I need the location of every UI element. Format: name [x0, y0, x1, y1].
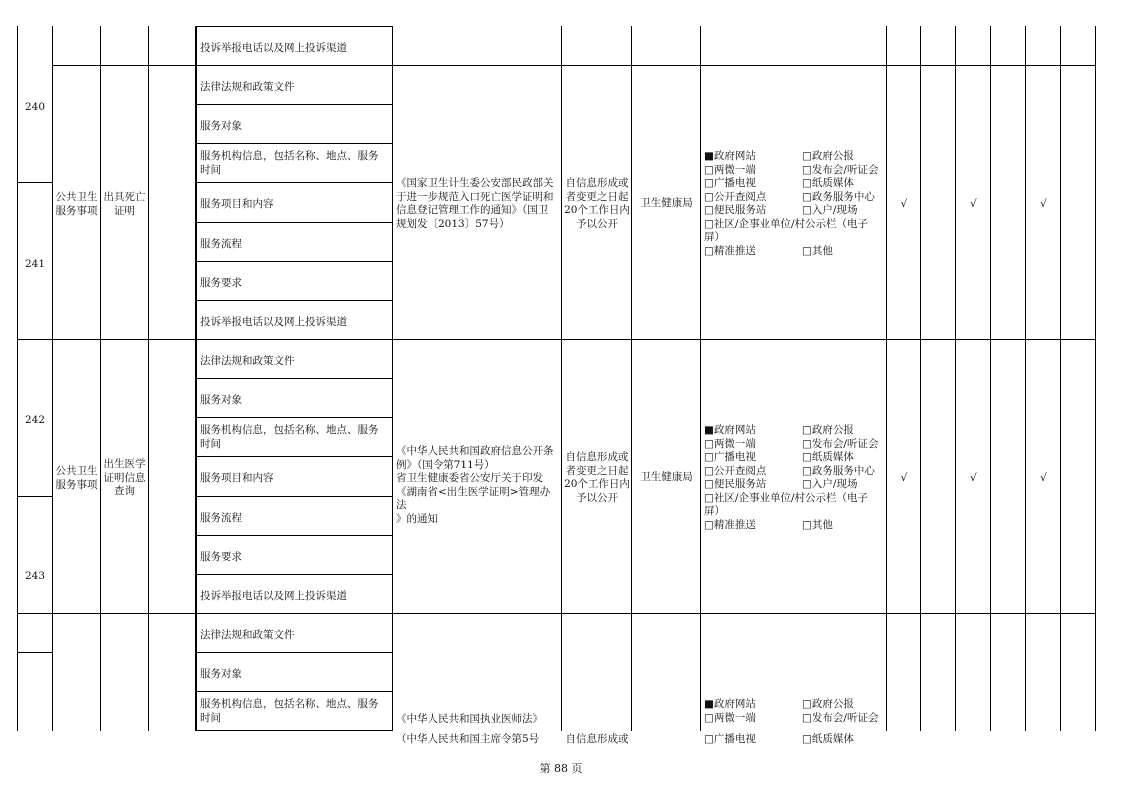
grid-line: [17, 613, 1096, 614]
channels-cell: [704, 150, 884, 258]
grid-line: [195, 222, 393, 223]
check-mark: √: [970, 198, 977, 210]
timeline-line: 自信息形成或: [565, 733, 629, 745]
channel-row: [704, 712, 884, 726]
check-mark: √: [1040, 198, 1047, 210]
basis-line: 《国家卫生计生委公安部民政部关: [396, 177, 554, 189]
agency-cell: 卫生健康局: [640, 197, 693, 209]
item-name-line: 出生医学: [103, 458, 146, 470]
basis-line: 信息登记管理工作的通知》（国卫: [396, 204, 549, 216]
channel-row: [704, 177, 884, 191]
channel-option: □广播电视: [704, 177, 756, 189]
channel-row: [704, 733, 884, 747]
channel-option: □发布会/听证会: [802, 437, 879, 450]
grid-line: [195, 417, 393, 418]
basis-cell: [396, 177, 554, 231]
check-mark: √: [900, 198, 908, 210]
channel-row: [704, 519, 884, 533]
check-mark: √: [900, 472, 908, 484]
channel-row: [704, 424, 884, 438]
check-mark: √: [970, 472, 977, 484]
timeline-line: 予以公开: [576, 491, 618, 504]
grid-line: [1095, 26, 1096, 731]
content-item-requirement: 服务要求: [200, 551, 242, 563]
content-item-line: 时间: [200, 711, 221, 724]
content-item-line: 时间: [200, 163, 221, 176]
channel-option: ■政府网站: [704, 150, 756, 162]
content-item-complaint: 投诉举报电话以及网上投诉渠道: [200, 316, 347, 328]
category-line: 服务事项: [55, 478, 98, 491]
grid-line: [700, 26, 701, 731]
basis-line: 《中华人民共和国执业医师法》: [396, 713, 543, 725]
grid-line: [631, 26, 632, 731]
content-item-law: 法律法规和政策文件: [200, 81, 295, 93]
grid-line: [17, 339, 1096, 340]
channel-row: [704, 150, 884, 164]
channel-option: ■政府网站: [704, 698, 756, 710]
channel-row: [704, 478, 884, 492]
channel-option: □公开查阅点: [704, 464, 767, 477]
item-name-cell: [101, 458, 148, 499]
basis-line: 于进一步规范入口死亡医学证明和: [396, 190, 554, 203]
basis-line: 《中华人民共和国政府信息公开条: [396, 445, 554, 457]
content-item-target: 服务对象: [200, 120, 242, 132]
grid-line: [195, 652, 393, 653]
category-line: 服务事项: [55, 204, 98, 217]
grid-line: [195, 574, 393, 575]
grid-line: [148, 26, 149, 731]
channel-option: □发布会/听证会: [802, 711, 879, 724]
content-item-target: 服务对象: [200, 668, 242, 680]
content-item-line: 服务机构信息，包括名称、地点、服务: [200, 698, 379, 710]
channel-option: □社区/企事业单位/村公示栏（电子: [704, 217, 868, 230]
channel-option: ■政府网站: [704, 424, 756, 436]
channel-row: [704, 451, 884, 465]
grid-line: [100, 26, 101, 731]
basis-line: 法: [396, 499, 407, 511]
timeline-cell: [562, 451, 632, 505]
grid-line: [195, 691, 393, 692]
channels-cell: [704, 698, 884, 725]
content-item-requirement: 服务要求: [200, 277, 242, 289]
channel-option: □广播电视: [704, 451, 756, 463]
content-item-complaint: 投诉举报电话以及网上投诉渠道: [200, 590, 347, 602]
timeline-line: 20个工作日内: [564, 204, 630, 216]
grid-line: [195, 378, 393, 379]
channel-option: □纸质媒体: [802, 451, 854, 463]
grid-line: [1060, 26, 1061, 731]
item-name-line: 查询: [114, 485, 135, 497]
category-cell: [53, 465, 100, 492]
category-cell: [53, 191, 100, 218]
grid-line: [195, 496, 393, 497]
item-name-cell: [101, 191, 148, 218]
content-item-project: 服务项目和内容: [200, 472, 274, 484]
grid-line: [561, 26, 562, 731]
basis-cell: [396, 445, 554, 526]
channels-cell: [704, 424, 884, 532]
timeline-line: 20个工作日内: [564, 478, 630, 490]
timeline-line: 者变更之日起: [565, 464, 629, 477]
grid-line: [195, 456, 393, 457]
category-line: 公共卫生: [55, 465, 98, 477]
content-item-law: 法律法规和政策文件: [200, 629, 295, 641]
content-item-process: 服务流程: [200, 238, 242, 250]
content-item-law: 法律法规和政策文件: [200, 355, 295, 367]
content-item-process: 服务流程: [200, 512, 242, 524]
category-line: 公共卫生: [55, 191, 98, 203]
row-number: 240: [24, 101, 46, 113]
channel-row: [704, 698, 884, 712]
channel-option: □政府公报: [802, 150, 854, 162]
channel-option: □便民服务站: [704, 204, 767, 216]
grid-line: [195, 730, 393, 731]
channel-row: [704, 245, 884, 259]
channel-option: □政务服务中心: [802, 464, 875, 477]
channel-option: □其他: [802, 518, 833, 531]
content-item-project: 服务项目和内容: [200, 198, 274, 210]
channel-option: □广播电视: [704, 733, 756, 745]
grid-line: [886, 26, 887, 731]
channel-option: 屏）: [704, 505, 725, 517]
grid-line: [195, 26, 393, 27]
basis-line: 》的通知: [396, 512, 438, 525]
grid-line: [1025, 26, 1026, 731]
channel-option: □公开查阅点: [704, 190, 767, 203]
item-name-line: 证明信息: [103, 471, 146, 484]
grid-line: [195, 300, 393, 301]
grid-line: [195, 143, 393, 144]
channel-row: [704, 465, 884, 479]
channel-option: □便民服务站: [704, 478, 767, 490]
basis-line: 例》（国令第711号）: [396, 458, 495, 471]
check-mark: √: [1040, 472, 1047, 484]
content-item-target: 服务对象: [200, 394, 242, 406]
timeline-line: 自信息形成或: [565, 451, 629, 463]
grid-line: [52, 65, 1096, 66]
channel-option: □两微一端: [704, 163, 756, 176]
channel-option: □其他: [802, 244, 833, 257]
item-name-line: 出具死亡: [103, 191, 146, 203]
grid-line: [195, 182, 393, 183]
basis-line: 省卫生健康委省公安厅关于印发: [396, 472, 543, 484]
channel-option: □精准推送: [704, 244, 756, 257]
channel-row: [704, 204, 884, 218]
basis-line: 《湖南省<出生医学证明>管理办: [396, 485, 551, 498]
grid-line: [17, 182, 53, 183]
timeline-line: 予以公开: [576, 217, 618, 230]
content-item-complaint: 投诉举报电话以及网上投诉渠道: [200, 42, 347, 54]
channel-option: □政府公报: [802, 424, 854, 436]
channel-option: □入户/现场: [802, 478, 858, 490]
timeline-line: 自信息形成或: [565, 177, 629, 189]
agency-cell: 卫生健康局: [640, 471, 693, 483]
row-number: 243: [24, 570, 46, 582]
content-item-line: 服务机构信息，包括名称、地点、服务: [200, 150, 379, 162]
channel-option: □两微一端: [704, 437, 756, 450]
channel-option: 屏）: [704, 231, 725, 243]
grid-line: [17, 26, 18, 731]
content-item-org: [200, 698, 379, 725]
grid-line: [17, 496, 53, 497]
grid-line: [955, 26, 956, 731]
grid-line: [195, 535, 393, 536]
basis-line: （中华人民共和国主席令第5号: [396, 733, 540, 745]
channel-row: [704, 438, 884, 452]
row-number: 242: [24, 414, 46, 426]
grid-line: [920, 26, 921, 731]
channel-row: [704, 191, 884, 205]
channel-option: □发布会/听证会: [802, 163, 879, 176]
content-item-line: 服务机构信息，包括名称、地点、服务: [200, 424, 379, 436]
channel-option: □纸质媒体: [802, 733, 854, 745]
channel-option: □精准推送: [704, 518, 756, 531]
channel-option: □纸质媒体: [802, 177, 854, 189]
content-item-line: 时间: [200, 437, 221, 450]
content-item-org: [200, 424, 379, 451]
channel-option: □入户/现场: [802, 204, 858, 216]
grid-line: [195, 104, 393, 105]
page-number: 第 88 页: [539, 762, 583, 775]
basis-line: 规划发〔2013〕57号）: [396, 217, 510, 230]
channel-option: □政府公报: [802, 698, 854, 710]
timeline-line: 者变更之日起: [565, 190, 629, 203]
timeline-cell: [562, 177, 632, 231]
channel-option: □社区/企事业单位/村公示栏（电子: [704, 491, 868, 504]
row-number: 241: [24, 258, 46, 270]
grid-line: [17, 652, 53, 653]
item-name-line: 证明: [114, 204, 135, 217]
grid-line: [195, 261, 393, 262]
grid-line: [990, 26, 991, 731]
channel-option: □两微一端: [704, 711, 756, 724]
channel-row: [704, 164, 884, 178]
channel-option: □政务服务中心: [802, 190, 875, 203]
content-item-org: [200, 150, 379, 177]
grid-line: [52, 26, 53, 731]
